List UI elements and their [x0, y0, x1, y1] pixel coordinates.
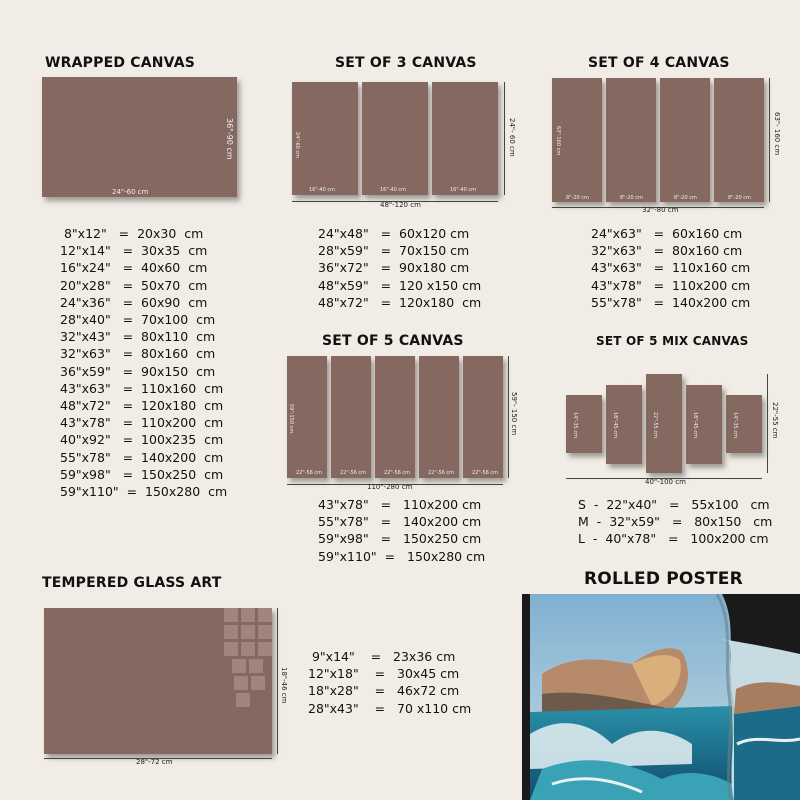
tempered-glass-title: TEMPERED GLASS ART	[42, 575, 222, 591]
set-of-4-height-line	[769, 78, 770, 202]
size-entry: 59"x98" = 150x250 cm	[318, 531, 482, 547]
set-of-5-mix-width-label: 40"-100 cm	[645, 478, 686, 486]
set-of-3-panel-label-3: 16"-40 cm	[450, 187, 477, 193]
set-of-4-panel-4	[714, 78, 764, 202]
set-of-3-panel-1	[292, 82, 358, 195]
size-entry: 20"x28" = 50x70 cm	[60, 277, 208, 293]
set-of-3-title: SET OF 3 CANVAS	[335, 55, 477, 71]
size-entry: 32"x63" = 80x160 cm	[60, 346, 216, 362]
size-entry: 24"x36" = 60x90 cm	[60, 294, 208, 310]
set-of-5-panel-2	[331, 356, 371, 478]
set-of-5-mix-top-label-1: 8"-20 cm	[574, 388, 597, 394]
set-of-4-panel-3	[660, 78, 710, 202]
set-of-5-mix-height-label-4: 18"-45 cm	[692, 412, 698, 439]
set-of-3-panel-3	[432, 82, 498, 195]
set-of-5-panel-side-label: 59"-150 cm	[288, 404, 294, 434]
wrapped-canvas-size-list	[60, 225, 227, 500]
set-of-5-mix-height-label-5: 14"-35 cm	[732, 412, 738, 439]
set-of-5-mix-height-label-3: 22"-55 cm	[652, 412, 658, 439]
set-of-3-panel-2	[362, 82, 428, 195]
tempered-glass-width-label: 28"-72 cm	[136, 758, 173, 766]
set-of-4-panel-label-1: 8"-20 cm	[566, 195, 589, 201]
size-entry: 12"x14" = 30x35 cm	[60, 243, 208, 259]
size-entry: S - 22"x40" = 55x100 cm	[578, 497, 770, 512]
set-of-5-panel-label-2: 22"-56 cm	[340, 470, 367, 476]
set-of-3-panel-label-2: 16"-40 cm	[380, 187, 407, 193]
size-entry: 59"x110" = 150x280 cm	[318, 548, 486, 564]
size-entry: 32"x63" = 80x160 cm	[591, 243, 743, 259]
size-entry: 55"x78" = 140x200 cm	[591, 294, 751, 310]
set-of-5-panel-label-5: 22"-56 cm	[472, 470, 499, 476]
set-of-5-mix-height-label: 22"-55 cm	[771, 402, 779, 439]
seascape-painting	[522, 594, 800, 800]
set-of-5-mix-top-label-4: 8"-20 cm	[694, 378, 717, 384]
set-of-5-title: SET OF 5 CANVAS	[322, 333, 464, 349]
set-of-5-mix-height-label-1: 14"-35 cm	[572, 412, 578, 439]
size-entry: L - 40"x78" = 100x200 cm	[578, 531, 769, 547]
set-of-5-panel-label-4: 22"-56 cm	[428, 470, 455, 476]
size-entry: 43"x78" = 110x200 cm	[318, 497, 482, 512]
set-of-3-size-list	[318, 225, 481, 311]
set-of-5-panel-label-3: 22"-56 cm	[384, 470, 411, 476]
set-of-5-mix-top-label-2: 8"-20 cm	[614, 378, 637, 384]
set-of-4-height-label: 63"- 160 cm	[773, 112, 781, 156]
size-entry: 59"x110" = 150x280 cm	[60, 484, 228, 500]
size-entry: 48"x72" = 120x180 cm	[60, 398, 224, 414]
set-of-4-panel-label-2: 8"-20 cm	[620, 195, 643, 201]
size-entry: 43"x78" = 110x200 cm	[591, 277, 751, 293]
tempered-glass-height-label: 18"-46 cm	[280, 667, 288, 704]
size-entry: 9"x14" = 23x36 cm	[308, 649, 456, 664]
set-of-5-width-label: 110"-280 cm	[367, 483, 413, 491]
wrapped-canvas-width-label: 24"-60 cm	[112, 188, 149, 196]
size-entry: 16"x24" = 40x60 cm	[60, 260, 208, 276]
set-of-3-height-line	[504, 82, 505, 195]
set-of-5-mix-title: SET OF 5 MIX CANVAS	[596, 334, 749, 348]
size-entry: 18"x28" = 46x72 cm	[308, 683, 460, 699]
size-entry: 24"x63" = 60x160 cm	[591, 226, 743, 241]
set-of-4-title: SET OF 4 CANVAS	[588, 55, 730, 71]
set-of-4-panel-2	[606, 78, 656, 202]
size-entry: 59"x98" = 150x250 cm	[60, 466, 224, 482]
set-of-4-panel-label-3: 8"-20 cm	[674, 195, 697, 201]
set-of-4-panel-label-4: 8"-20 cm	[728, 195, 751, 201]
set-of-5-height-label: 59"- 150 cm	[510, 392, 518, 436]
size-entry: 48"x59" = 120 x150 cm	[318, 277, 482, 293]
size-entry: 40"x92" = 100x235 cm	[60, 432, 224, 448]
size-entry: 48"x72" = 120x180 cm	[318, 294, 482, 310]
size-entry: 28"x43" = 70 x110 cm	[308, 700, 472, 716]
set-of-5-size-list	[318, 496, 485, 565]
size-entry: 36"x72" = 90x180 cm	[318, 260, 470, 276]
size-entry: 28"x59" = 70x150 cm	[318, 243, 470, 259]
set-of-5-mix-top-label-3: 8"-20 cm	[654, 367, 677, 373]
set-of-4-width-label: 32"-80 cm	[642, 206, 679, 214]
set-of-3-panel-side-label: 24"-60 cm	[294, 132, 300, 159]
size-entry: 36"x59" = 90x150 cm	[60, 363, 216, 379]
set-of-5-panel-4	[419, 356, 459, 478]
size-entry: 43"x78" = 110x200 cm	[60, 415, 224, 431]
size-entry: 8"x12" = 20x30 cm	[60, 226, 204, 241]
size-entry: 43"x63" = 110x160 cm	[60, 380, 224, 396]
set-of-3-width-label: 48"-120 cm	[380, 201, 421, 209]
set-of-5-mix-height-label-2: 18"-45 cm	[612, 412, 618, 439]
size-entry: 43"x63" = 110x160 cm	[591, 260, 751, 276]
size-entry: 55"x78" = 140x200 cm	[318, 514, 482, 530]
set-of-5-panel-3	[375, 356, 415, 478]
set-of-5-panel-5	[463, 356, 503, 478]
wrapped-canvas-title: WRAPPED CANVAS	[45, 55, 196, 71]
wrapped-canvas-panel	[42, 77, 237, 197]
size-entry: 24"x48" = 60x120 cm	[318, 226, 470, 241]
set-of-3-panel-label-1: 16"-40 cm	[309, 187, 336, 193]
glass-reflection-grid	[44, 608, 272, 754]
size-entry: 28"x40" = 70x100 cm	[60, 312, 216, 328]
rolled-poster-image	[522, 594, 800, 800]
set-of-5-mix-height-line	[767, 374, 768, 473]
tempered-glass-height-line	[277, 608, 278, 754]
size-entry: 32"x43" = 80x110 cm	[60, 329, 216, 345]
wrapped-canvas-height-label: 36"-90 cm	[225, 118, 234, 160]
tempered-glass-size-list	[308, 648, 471, 717]
rolled-poster-title: ROLLED POSTER	[584, 569, 743, 589]
set-of-5-height-line	[508, 356, 509, 478]
set-of-3-height-label: 24"- 60 cm	[508, 118, 516, 157]
set-of-4-size-list	[591, 225, 750, 311]
tempered-glass-panel	[44, 608, 272, 754]
size-entry: M - 32"x59" = 80x150 cm	[578, 514, 773, 530]
set-of-5-mix-top-label-5: 8"-20 cm	[734, 388, 757, 394]
set-of-4-panel-side-label: 63"-160 cm	[555, 126, 561, 156]
size-entry: 12"x18" = 30x45 cm	[308, 666, 460, 682]
set-of-5-mix-size-list	[578, 496, 772, 548]
set-of-5-panel-label-1: 22"-56 cm	[296, 470, 323, 476]
size-entry: 55"x78" = 140x200 cm	[60, 449, 224, 465]
